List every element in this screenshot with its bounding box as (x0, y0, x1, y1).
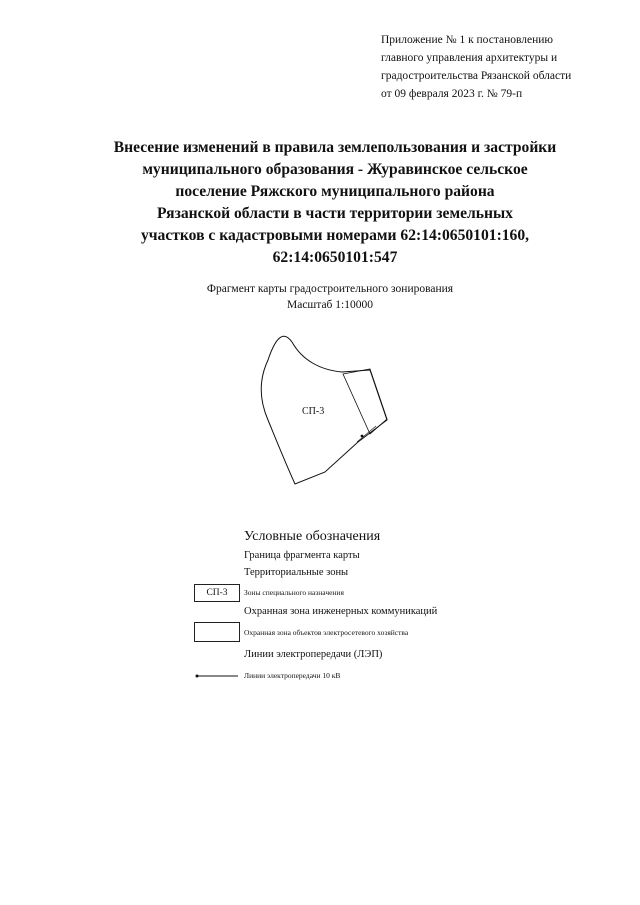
document-title (40, 137, 630, 269)
appendix-line-3: градостроительства Рязанской области (381, 70, 572, 82)
legend-territorial-zones: Территориальные зоны (244, 567, 349, 578)
legend-sp3-code: СП-3 (206, 588, 228, 598)
legend-sp3-description: Зоны специального назначения (244, 588, 344, 597)
title-line-3: поселение Ряжского муниципального района (175, 183, 495, 200)
legend-power-line-10kv: Линии электропередачи 10 кВ (244, 671, 341, 680)
map-caption-text: Фрагмент карты градостроительного зонирования (206, 283, 454, 295)
title-line-5: участков с кадастровыми номерами 62:14:0650101:160, (140, 227, 530, 244)
legend-power-lines-heading: Линии электропередачи (ЛЭП) (244, 649, 383, 660)
legend-protection-zone-description: Охранная зона объектов электросетевого хозяйства (244, 628, 409, 637)
power-line-node (361, 435, 364, 438)
map-caption (100, 281, 560, 313)
appendix-line-2: главного управления архитектуры и (381, 52, 558, 64)
title-line-6: 62:14:0650101:547 (272, 249, 398, 266)
zoning-map-fragment (250, 322, 400, 492)
legend-sp3-swatch (194, 584, 240, 602)
power-line-segment (357, 426, 376, 442)
map-zone-label: СП-3 (302, 406, 325, 417)
legend-power-line-symbol (194, 673, 240, 679)
title-line-4: Рязанской области в части территории земельных (157, 205, 513, 222)
appendix-line-1: Приложение № 1 к постановлению (381, 34, 554, 46)
legend-protection-zone-heading: Охранная зона инженерных коммуникаций (244, 606, 438, 617)
title-line-1: Внесение изменений в правила землепользования и застройки (113, 139, 557, 156)
legend-protection-zone-swatch (194, 622, 240, 642)
appendix-line-4: от 09 февраля 2023 г. № 79-п (381, 88, 523, 100)
map-scale: Масштаб 1:10000 (287, 299, 373, 311)
legend-title: Условные обозначения (244, 529, 381, 544)
legend-fragment-boundary: Граница фрагмента карты (244, 550, 360, 561)
appendix-note (381, 31, 631, 103)
title-line-2: муниципального образования - Журавинское сельское (142, 161, 528, 178)
